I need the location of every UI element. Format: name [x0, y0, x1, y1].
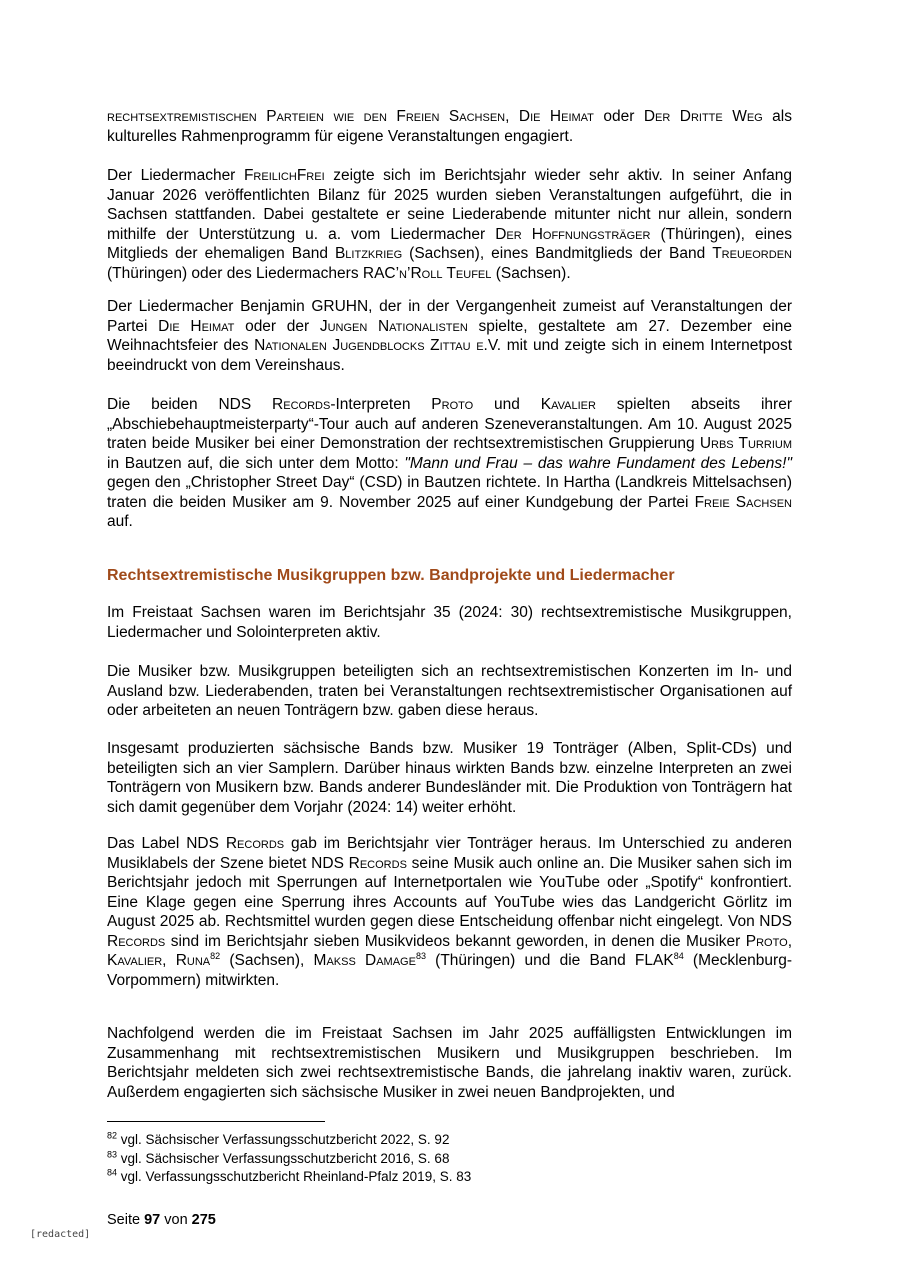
footnote-divider [107, 1121, 325, 1122]
footnote: $^{84}$ vgl. Verfassungsschutzbericht Rheinland-Pfalz 2019, S. 83 [107, 1167, 472, 1184]
paragraph: Die beiden NDS Records-Interpreten Proto und Kavalier spielten abseits ihrer „Abschiebehauptmeisterparty“-Tour auch auf anderen Szeneveranstaltungen. Am 10. August 2025 traten beide Musiker bei einer Demonstration der rechtsextremistischen Gruppierung Urbs Turrium in Bautzen auf, die sich unter dem Motto: "Mann und Frau – das wahre Fundament des Lebens!" gegen den „Christopher Street Day“ (CSD) in Bautzen richtete. In Hartha (Landkreis Mittelsachsen) traten die beiden Musiker am 9. November 2025 auf einer Kundgebung der Partei Freie Sachsen auf. [107, 396, 792, 530]
footnote: $^{83}$ vgl. Sächsischer Verfassungsschutzbericht 2016, S. 68 [107, 1149, 450, 1166]
page-number: Seite 97 von 275 [107, 1212, 216, 1228]
paragraph: Die Musiker bzw. Musikgruppen beteiligten sich an rechtsextremistischen Konzerten im In- und Ausland bzw. Liederabenden, traten bei Veranstaltungen rechtsextremistischer Organisationen auf oder arbeiteten an neuen Tonträgern bzw. gaben diese heraus. [107, 663, 792, 719]
document-id: [redacted] [30, 1229, 91, 1240]
footnote: $^{82}$ vgl. Sächsischer Verfassungsschutzbericht 2022, S. 92 [107, 1130, 450, 1147]
paragraph: Im Freistaat Sachsen waren im Berichtsjahr 35 (2024: 30) rechtsextremistische Musikgruppen, Liedermacher und Solointerpreten aktiv. [107, 604, 792, 641]
paragraph: Der Liedermacher Benjamin GRUHN, der in der Vergangenheit zumeist auf Veranstaltungen der Partei Die Heimat oder der Jungen Nationalisten spielte, gestaltete am 27. Dezember eine Weihnachtsfeier des Nationalen Jugendblocks Zittau e.V. mit und zeigte sich in einem Internetpost beeindruckt von dem Vereinshaus. [107, 298, 792, 374]
paragraph: rechtsextremistischen Parteien wie den Freien Sachsen, Die Heimat oder Der Dritte Weg als kulturelles Rahmenprogramm für eigene Veranstaltungen engagiert. [107, 108, 792, 145]
paragraph: Der Liedermacher FreilichFrei zeigte sich im Berichtsjahr wieder sehr aktiv. In seiner Anfang Januar 2026 veröffentlichten Bilanz für 2025 wurden sieben Veranstaltungen aufgeführt, die in Sachsen stattfanden. Dabei gestaltete er seine Liederabende mitunter nicht nur allein, sondern mithilfe der Unterstützung u. a. vom Liedermacher Der Hoffnungsträger (Thüringen), eines Mitglieds der ehemaligen Band Blitzkrieg (Sachsen), eines Bandmitglieds der Band Treueorden (Thüringen) oder des Liedermachers RAC’n’Roll Teufel (Sachsen). [107, 167, 793, 282]
paragraph: Insgesamt produzierten sächsische Bands bzw. Musiker 19 Tonträger (Alben, Split-CDs) und beteiligten sich an vier Samplern. Darüber hinaus wirkten Bands bzw. einzelne Interpreten an zwei Tonträgern von Musikern bzw. Bands anderer Bundesländer mit. Die Produktion von Tonträgern hat sich damit gegenüber dem Vorjahr (2024: 14) weiter erhöht. [107, 740, 792, 816]
paragraph: Nachfolgend werden die im Freistaat Sachsen im Jahr 2025 auffälligsten Entwicklungen im Zusammenhang mit rechtsextremistischen Musikern und Musikgruppen beschrieben. Im Berichtsjahr meldeten sich zwei rechtsextremistische Bands, die jahrelang inaktiv waren, zurück. Außerdem engagierten sich sächsische Musiker in zwei neuen Bandprojekten, und [107, 1025, 792, 1101]
paragraph: Das Label NDS Records gab im Berichtsjahr vier Tonträger heraus. Im Unterschied zu anderen Musiklabels der Szene bietet NDS Records seine Musik auch online an. Die Musiker sahen sich im Berichtsjahr jedoch mit Sperrungen auf Internetportalen wie YouTube oder „Spotify“ konfrontiert. Eine Klage gegen eine Sperrung ihres Accounts auf YouTube wies das Landgericht Görlitz im August 2025 ab. Rechtsmittel wurden gegen diese Entscheidung offenbar nicht eingelegt. Von NDS Records sind im Berichtsjahr sieben Musikvideos bekannt geworden, in denen die Musiker Proto, Kavalier, Runa$^{82}$ (Sachsen), Makss Damage$^{83}$ (Thüringen) und die Band FLAK$^{84}$ (Mecklenburg-Vorpommern) mitwirkten. [107, 835, 792, 989]
section-heading: Rechtsextremistische Musikgruppen bzw. Bandprojekte und Liedermacher [107, 567, 675, 584]
